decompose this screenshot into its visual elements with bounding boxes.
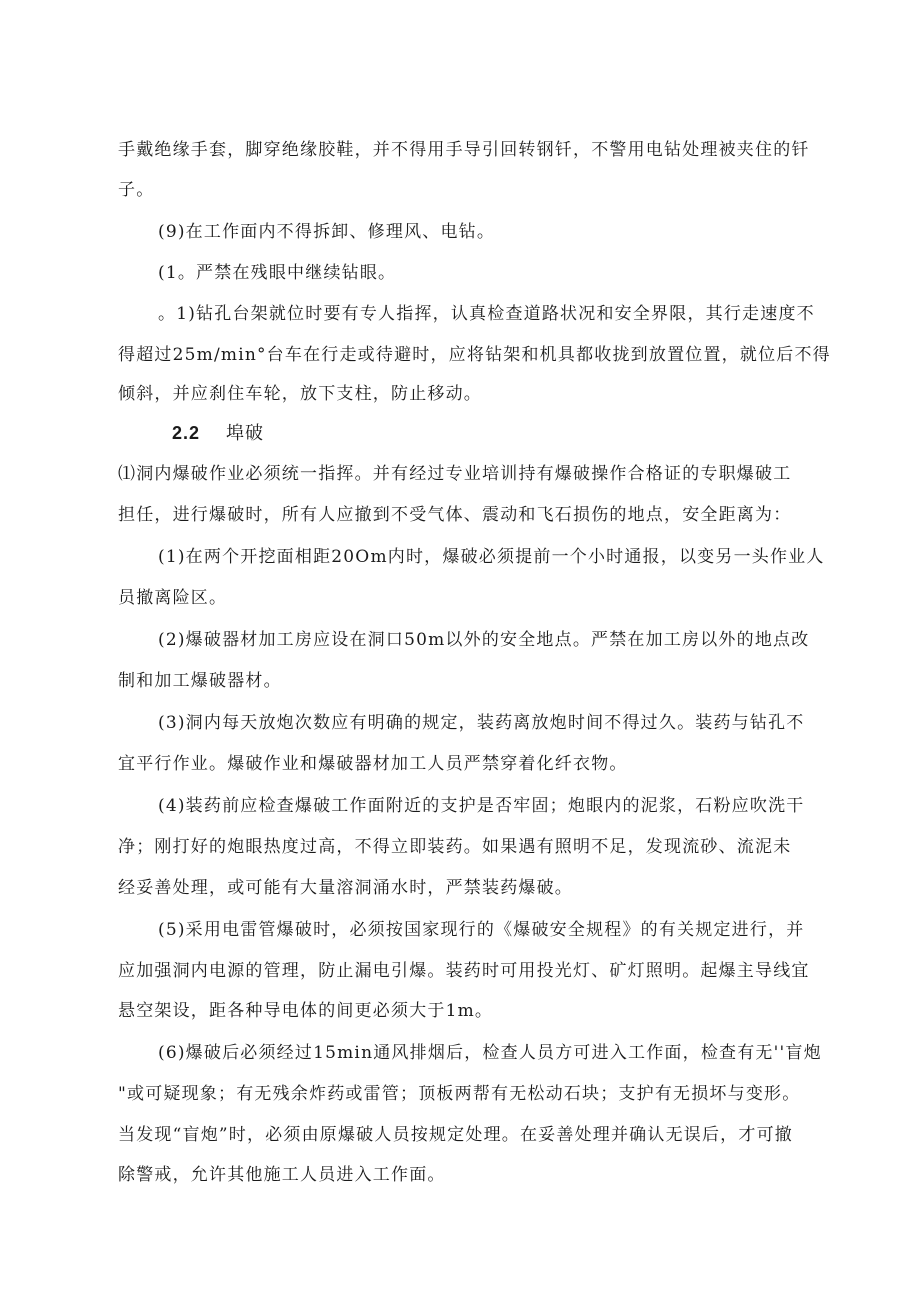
section-heading (172, 421, 264, 446)
paragraph-line: 得超过25m∕min°台车在行走或待避时，应将钻架和机具都收拢到放置位置，就位后不得 (118, 345, 831, 365)
section-number: 2.2 (172, 423, 201, 443)
paragraph-line: (9)在工作面内不得拆卸、修理风、电钻。 (158, 222, 496, 242)
paragraph-line: (2)爆破器材加工房应设在洞口50m以外的安全地点。严禁在加工房以外的地点改 (158, 630, 810, 650)
paragraph-line: 经妥善处理，或可能有大量溶洞涌水时，严禁装药爆破。 (118, 878, 573, 898)
paragraph-line: 除警戒，允许其他施工人员进入工作面。 (118, 1165, 446, 1185)
paragraph-line: 应加强洞内电源的管理，防止漏电引爆。装药时可用投光灯、矿灯照明。起爆主导线宜 (118, 961, 810, 981)
paragraph-line: ⑴洞内爆破作业必须统一指挥。并有经过专业培训持有爆破操作合格证的专职爆破工 (118, 464, 792, 484)
paragraph-line: 倾斜，并应刹住车轮，放下支柱，防止移动。 (118, 384, 482, 404)
paragraph-line: "或可疑现象；有无残余炸药或雷管；顶板两帮有无松动石块；支护有无损坏与变形。 (118, 1084, 801, 1104)
paragraph-line: 制和加工爆破器材。 (118, 671, 282, 691)
paragraph-line: 手戴绝缘手套，脚穿绝缘胶鞋，并不得用手导引回转钢钎，不警用电钻处理被夹住的钎 (118, 140, 810, 160)
paragraph-line: (1)在两个开挖面相距20Om内时，爆破必须提前一个小时通报，以变另一头作业人 (158, 547, 825, 567)
paragraph-line: (6)爆破后必须经过15min通风排烟后，检查人员方可进入工作面，检查有无''盲炮 (158, 1043, 822, 1063)
paragraph-line: (3)洞内每天放炮次数应有明确的规定，装药离放炮时间不得过久。装药与钻孔不 (158, 713, 805, 733)
paragraph-line: 子。 (118, 180, 155, 200)
paragraph-line: 悬空架设，距各种导电体的间更必须大于1m。 (118, 1001, 494, 1021)
paragraph-line: (4)装药前应检查爆破工作面附近的支护是否牢固；炮眼内的泥浆，石粉应吹洗干 (158, 796, 805, 816)
paragraph-line: 。1)钻孔台架就位时要有专人指挥，认真检查道路状况和安全界限，其行走速度不 (158, 304, 815, 324)
paragraph-line: 宜平行作业。爆破作业和爆破器材加工人员严禁穿着化纤衣物。 (118, 754, 628, 774)
paragraph-line: 担任，进行爆破时，所有人应撤到不受气体、震动和飞石损伤的地点，安全距离为： (118, 505, 792, 525)
paragraph-line: (5)采用电雷管爆破时，必须按国家现行的《爆破安全规程》的有关规定进行，并 (158, 920, 805, 940)
section-title: 埠破 (226, 423, 265, 444)
paragraph-line: 净；刚打好的炮眼热度过高，不得立即装药。如果遇有照明不足，发现流砂、流泥未 (118, 837, 792, 857)
paragraph-line: (1。严禁在残眼中继续钻眼。 (158, 263, 397, 283)
paragraph-line: 当发现“盲炮”时，必须由原爆破人员按规定处理。在妥善处理并确认无误后，才可撤 (118, 1125, 793, 1145)
paragraph-line: 员撤离险区。 (118, 588, 228, 608)
